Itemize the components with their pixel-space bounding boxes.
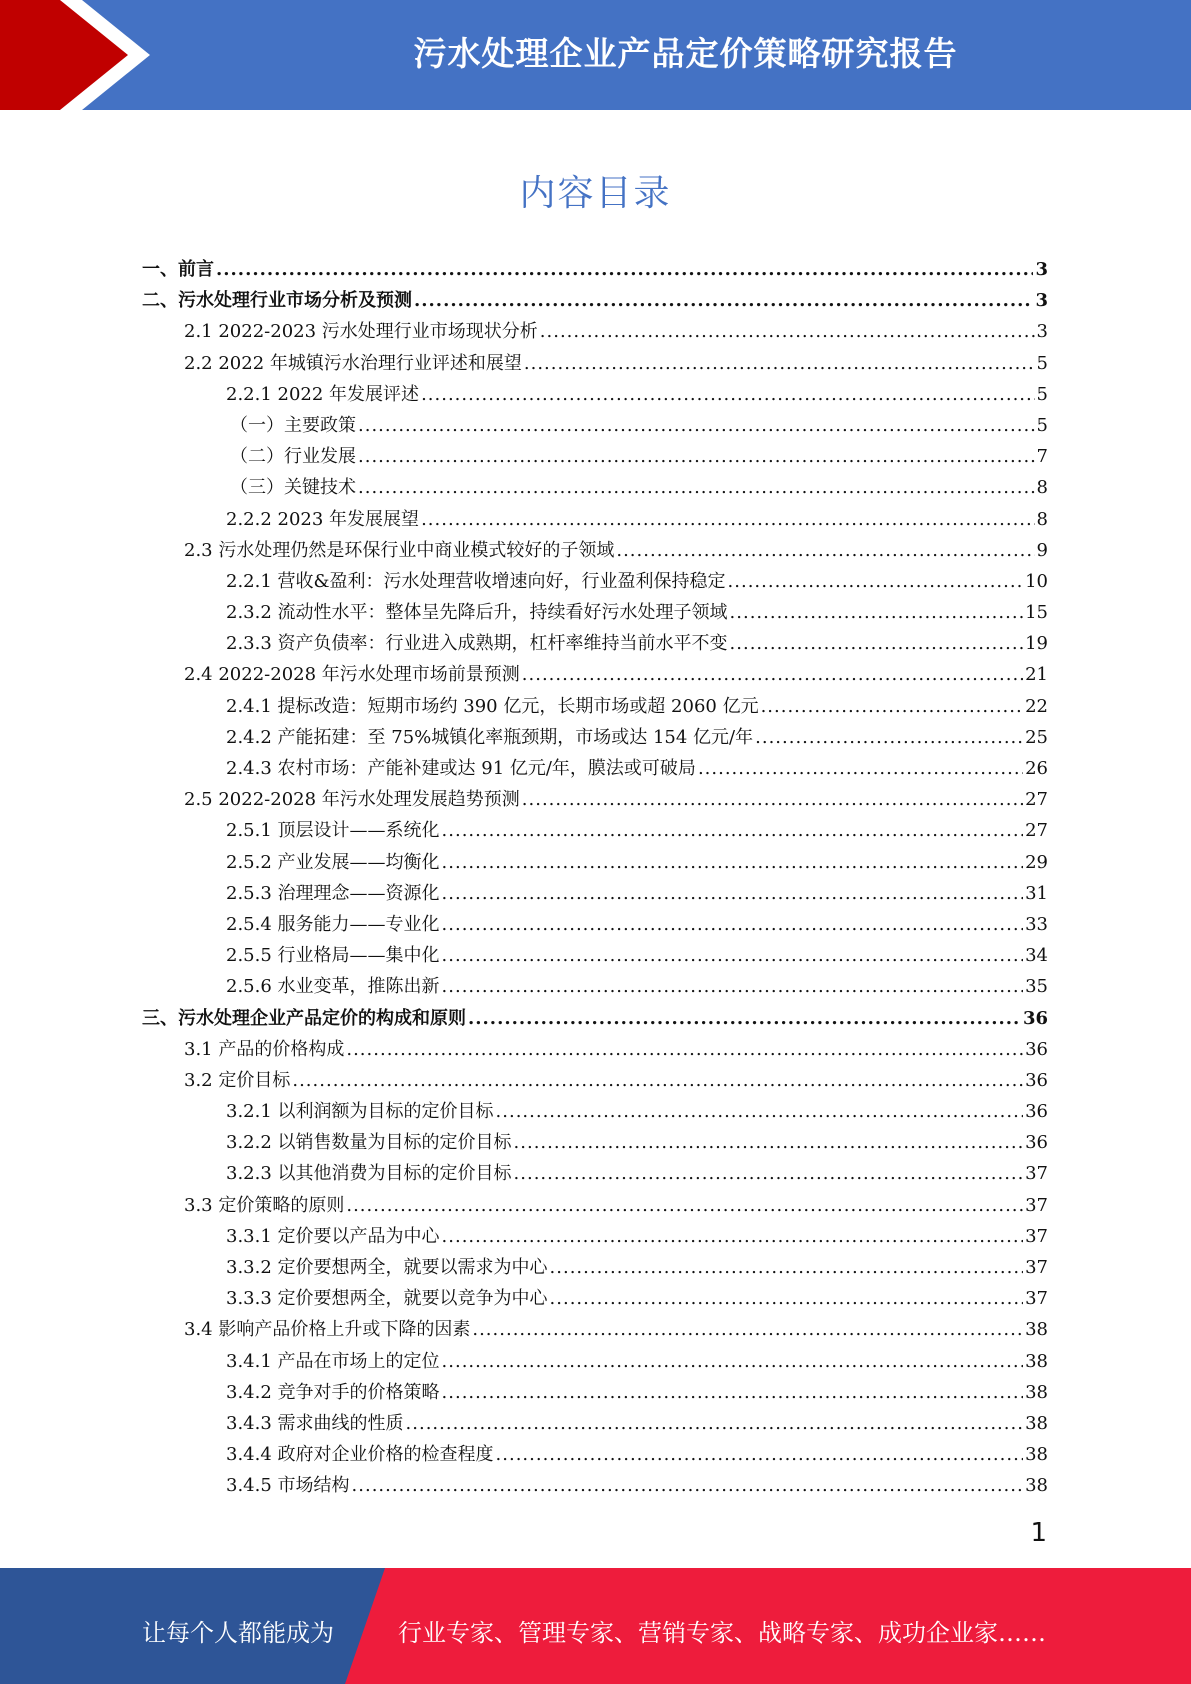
toc-entry-page: 9 xyxy=(1036,539,1048,561)
toc-entry-page: 8 xyxy=(1036,508,1048,530)
toc-entry[interactable] xyxy=(142,441,1048,472)
toc-entry-text: 2.4.3 农村市场：产能补建或达 91 亿元/年，膜法或可破局 xyxy=(226,758,696,779)
toc-dot-leader xyxy=(698,753,1023,784)
toc-entry[interactable] xyxy=(142,940,1048,971)
toc-entry-page: 25 xyxy=(1025,726,1048,748)
toc-dot-leader xyxy=(496,1439,1024,1470)
toc-entry-page: 33 xyxy=(1025,913,1048,935)
toc-entry[interactable] xyxy=(142,504,1048,535)
toc-entry-text: 3.2 定价目标 xyxy=(184,1069,291,1091)
toc-entry[interactable] xyxy=(142,1065,1048,1096)
toc-entry[interactable] xyxy=(142,628,1048,659)
toc-dot-leader xyxy=(730,628,1024,659)
toc-entry-text: （二）行业发展 xyxy=(230,446,356,468)
toc-dot-leader xyxy=(442,909,1024,940)
toc-entry[interactable] xyxy=(142,316,1048,347)
toc-entry[interactable] xyxy=(142,971,1048,1002)
toc-dot-leader xyxy=(346,1034,1023,1065)
toc-entry-text: 2.2.1 营收&盈利：污水处理营收增速向好，行业盈利保持稳定 xyxy=(226,570,726,592)
toc-entry-page: 21 xyxy=(1025,664,1048,686)
toc-entry-page: 29 xyxy=(1025,851,1048,873)
toc-entry-page: 34 xyxy=(1025,945,1048,967)
toc-entry-text: 三、污水处理企业产品定价的构成和原则 xyxy=(142,1007,466,1029)
toc-entry[interactable] xyxy=(142,847,1048,878)
toc-entry-page: 37 xyxy=(1025,1163,1048,1185)
header-band xyxy=(0,0,1191,110)
toc-entry-page: 36 xyxy=(1022,1007,1048,1029)
toc-entry[interactable] xyxy=(142,1408,1048,1439)
toc-entry-text: 一、前言 xyxy=(142,259,214,280)
toc-entry-text: 二、污水处理行业市场分析及预测 xyxy=(142,290,412,312)
toc-entry[interactable] xyxy=(142,815,1048,846)
toc-entry-text: 2.3.2 流动性水平：整体呈先降后升，持续看好污水处理子领域 xyxy=(226,602,728,624)
toc-entry-page: 5 xyxy=(1036,352,1048,374)
toc-entry-page: 36 xyxy=(1025,1069,1048,1091)
toc-entry-text: 3.4.3 需求曲线的性质 xyxy=(226,1412,404,1434)
toc-entry-text: 2.2.1 2022 年发展评述 xyxy=(226,383,420,405)
toc-dot-leader xyxy=(550,1252,1024,1283)
toc-dot-leader xyxy=(550,1283,1024,1314)
toc-entry-text: 2.5 2022-2028 年污水处理发展趋势预测 xyxy=(184,789,520,811)
toc-entry-page: 26 xyxy=(1025,758,1048,779)
toc-entry-page: 19 xyxy=(1025,633,1048,655)
toc-dot-leader xyxy=(728,566,1024,597)
toc-entry[interactable] xyxy=(142,1158,1048,1189)
toc-entry-text: 3.4.2 竞争对手的价格策略 xyxy=(226,1381,440,1403)
toc-entry[interactable] xyxy=(142,1314,1048,1345)
toc-dot-leader xyxy=(442,1377,1024,1408)
toc-entry[interactable] xyxy=(142,566,1048,597)
toc-dot-leader xyxy=(406,1408,1024,1439)
toc-dot-leader xyxy=(540,316,1035,347)
toc-entry-text: 3.3.2 定价要想两全，就要以需求为中心 xyxy=(226,1257,548,1278)
toc-entry-text: 3.3.1 定价要以产品为中心 xyxy=(226,1225,440,1247)
toc-entry-page: 22 xyxy=(1025,695,1048,717)
toc-entry[interactable] xyxy=(142,691,1048,722)
toc-dot-leader xyxy=(442,815,1024,846)
toc-entry[interactable] xyxy=(142,535,1048,566)
toc-dot-leader xyxy=(472,1314,1023,1345)
toc-entry[interactable] xyxy=(142,659,1048,690)
toc-entry-text: 3.3.3 定价要想两全，就要以竞争为中心 xyxy=(226,1288,548,1310)
toc-dot-leader xyxy=(442,847,1024,878)
toc-entry-page: 38 xyxy=(1025,1381,1048,1403)
toc-dot-leader xyxy=(730,597,1024,628)
toc-dot-leader xyxy=(442,971,1024,1002)
toc-entry-text: 2.5.4 服务能力——专业化 xyxy=(226,913,440,935)
toc-entry[interactable] xyxy=(142,597,1048,628)
toc-entry[interactable] xyxy=(142,1096,1048,1127)
toc-entry-page: 27 xyxy=(1025,820,1048,842)
toc-dot-leader xyxy=(442,1346,1024,1377)
toc-entry-page: 3 xyxy=(1035,259,1048,280)
toc-entry[interactable] xyxy=(142,1221,1048,1252)
toc-entry-text: 2.3 污水处理仍然是环保行业中商业模式较好的子领域 xyxy=(184,539,615,561)
toc-entry[interactable] xyxy=(142,1190,1048,1221)
toc-dot-leader xyxy=(352,1470,1024,1501)
toc-entry[interactable] xyxy=(142,878,1048,909)
toc-entry-text: 2.1 2022-2023 污水处理行业市场现状分析 xyxy=(184,321,538,343)
toc-entry-page: 10 xyxy=(1025,570,1048,592)
toc-dot-leader xyxy=(292,1065,1023,1096)
toc-entry-page: 7 xyxy=(1036,446,1048,468)
toc-dot-leader xyxy=(468,1003,1021,1034)
footer-slogan-left: 让每个人都能成为 xyxy=(142,1619,334,1647)
toc-dot-leader xyxy=(755,722,1023,753)
toc-entry-page: 3 xyxy=(1036,321,1048,343)
toc-entry-page: 37 xyxy=(1025,1225,1048,1247)
toc-entry[interactable] xyxy=(142,1346,1048,1377)
toc-entry[interactable] xyxy=(142,1034,1048,1065)
toc-entry[interactable] xyxy=(142,722,1048,753)
toc-entry-text: 3.4.1 产品在市场上的定位 xyxy=(226,1350,440,1372)
toc-dot-leader xyxy=(346,1190,1023,1221)
toc-entry[interactable] xyxy=(142,909,1048,940)
toc-entry-text: 3.2.1 以利润额为目标的定价目标 xyxy=(226,1101,494,1123)
toc-dot-leader xyxy=(522,784,1023,815)
toc-entry-text: 3.4.5 市场结构 xyxy=(226,1475,350,1497)
footer-band xyxy=(0,1568,1191,1684)
toc-entry-text: 3.1 产品的价格构成 xyxy=(184,1038,345,1060)
toc-entry-text: 2.5.5 行业格局——集中化 xyxy=(226,945,440,967)
toc-entry[interactable] xyxy=(142,472,1048,503)
toc-entry[interactable] xyxy=(142,254,1048,285)
toc-entry-page: 37 xyxy=(1025,1288,1048,1310)
toc-entry-page: 36 xyxy=(1025,1132,1048,1154)
toc-entry[interactable] xyxy=(142,1470,1048,1501)
toc-entry[interactable] xyxy=(142,1003,1048,1034)
toc-entry-page: 38 xyxy=(1025,1444,1048,1466)
toc-dot-leader xyxy=(442,940,1024,971)
toc-entry-page: 31 xyxy=(1025,882,1048,904)
toc-entry[interactable] xyxy=(142,1252,1048,1283)
toc-entry-page: 35 xyxy=(1025,976,1048,998)
toc-dot-leader xyxy=(414,285,1033,316)
toc-dot-leader xyxy=(421,504,1034,535)
toc-dot-leader xyxy=(442,1221,1024,1252)
footer-slogan-right: 行业专家、管理专家、营销专家、战略专家、成功企业家…… xyxy=(398,1619,1046,1647)
toc-dot-leader xyxy=(522,659,1023,690)
toc-entry[interactable] xyxy=(142,753,1048,784)
toc-entry-text: 3.3 定价策略的原则 xyxy=(184,1194,345,1216)
toc-dot-leader xyxy=(358,410,1035,441)
toc-entry-page: 36 xyxy=(1025,1101,1048,1123)
toc-entry-page: 37 xyxy=(1025,1257,1048,1278)
toc-entry-text: 3.4.4 政府对企业价格的检查程度 xyxy=(226,1444,494,1466)
toc-entry-page: 37 xyxy=(1025,1194,1048,1216)
toc-entry[interactable] xyxy=(142,1377,1048,1408)
toc-entry-page: 38 xyxy=(1025,1412,1048,1434)
toc-dot-leader xyxy=(421,379,1034,410)
toc-entry-page: 38 xyxy=(1025,1319,1048,1341)
toc-dot-leader xyxy=(524,348,1035,379)
toc-entry[interactable] xyxy=(142,784,1048,815)
toc-entry-page: 38 xyxy=(1025,1350,1048,1372)
toc-entry-page: 5 xyxy=(1036,383,1048,405)
toc-dot-leader xyxy=(496,1096,1024,1127)
toc-entry-text: 2.4.1 提标改造：短期市场约 390 亿元，长期市场或超 2060 亿元 xyxy=(226,695,759,717)
toc-entry-page: 8 xyxy=(1036,477,1048,499)
toc-entry-page: 15 xyxy=(1025,602,1048,624)
toc-entry-text: 2.5.3 治理理念——资源化 xyxy=(226,882,440,904)
toc-entry[interactable] xyxy=(142,410,1048,441)
toc-entry-text: 2.5.6 水业变革，推陈出新 xyxy=(226,976,440,998)
toc-entry-page: 3 xyxy=(1035,290,1048,312)
toc-title: 内容目录 xyxy=(519,173,672,214)
report-title: 污水处理企业产品定价策略研究报告 xyxy=(413,34,958,73)
toc-entry-text: （三）关键技术 xyxy=(230,477,356,499)
toc-dot-leader xyxy=(761,691,1024,722)
toc-entry-text: 3.2.3 以其他消费为目标的定价目标 xyxy=(226,1163,512,1185)
toc-dot-leader xyxy=(358,441,1035,472)
toc-entry-page: 27 xyxy=(1025,789,1048,811)
page-number: 1 xyxy=(1030,1518,1047,1548)
toc-entry-page: 5 xyxy=(1036,414,1048,436)
toc-entry-text: 2.3.3 资产负债率：行业进入成熟期，杠杆率维持当前水平不变 xyxy=(226,633,728,655)
toc-entry-text: 2.5.2 产业发展——均衡化 xyxy=(226,851,440,873)
toc-dot-leader xyxy=(514,1127,1024,1158)
toc-entry-text: 2.4 2022-2028 年污水处理市场前景预测 xyxy=(184,664,520,686)
toc-dot-leader xyxy=(442,878,1024,909)
toc-entry[interactable] xyxy=(142,1127,1048,1158)
toc-entry-text: 2.2 2022 年城镇污水治理行业评述和展望 xyxy=(184,352,522,374)
toc-dot-leader xyxy=(216,254,1033,285)
toc-dot-leader xyxy=(358,472,1035,503)
toc-entry-text: （一）主要政策 xyxy=(230,414,356,436)
toc-entry[interactable] xyxy=(142,1439,1048,1470)
toc-entry-text: 3.2.2 以销售数量为目标的定价目标 xyxy=(226,1132,512,1154)
toc-dot-leader xyxy=(616,535,1034,566)
toc-entry[interactable] xyxy=(142,285,1048,316)
toc-entry-text: 2.4.2 产能拓建：至 75%城镇化率瓶颈期，市场或达 154 亿元/年 xyxy=(226,726,754,748)
toc-entry[interactable] xyxy=(142,1283,1048,1314)
toc-dot-leader xyxy=(514,1158,1024,1189)
table-of-contents xyxy=(142,254,1048,1502)
toc-entry[interactable] xyxy=(142,379,1048,410)
toc-entry-page: 36 xyxy=(1025,1038,1048,1060)
toc-entry[interactable] xyxy=(142,348,1048,379)
toc-entry-text: 2.5.1 顶层设计——系统化 xyxy=(226,820,440,842)
toc-entry-text: 2.2.2 2023 年发展展望 xyxy=(226,508,420,530)
toc-entry-text: 3.4 影响产品价格上升或下降的因素 xyxy=(184,1319,471,1341)
toc-entry-page: 38 xyxy=(1025,1475,1048,1497)
